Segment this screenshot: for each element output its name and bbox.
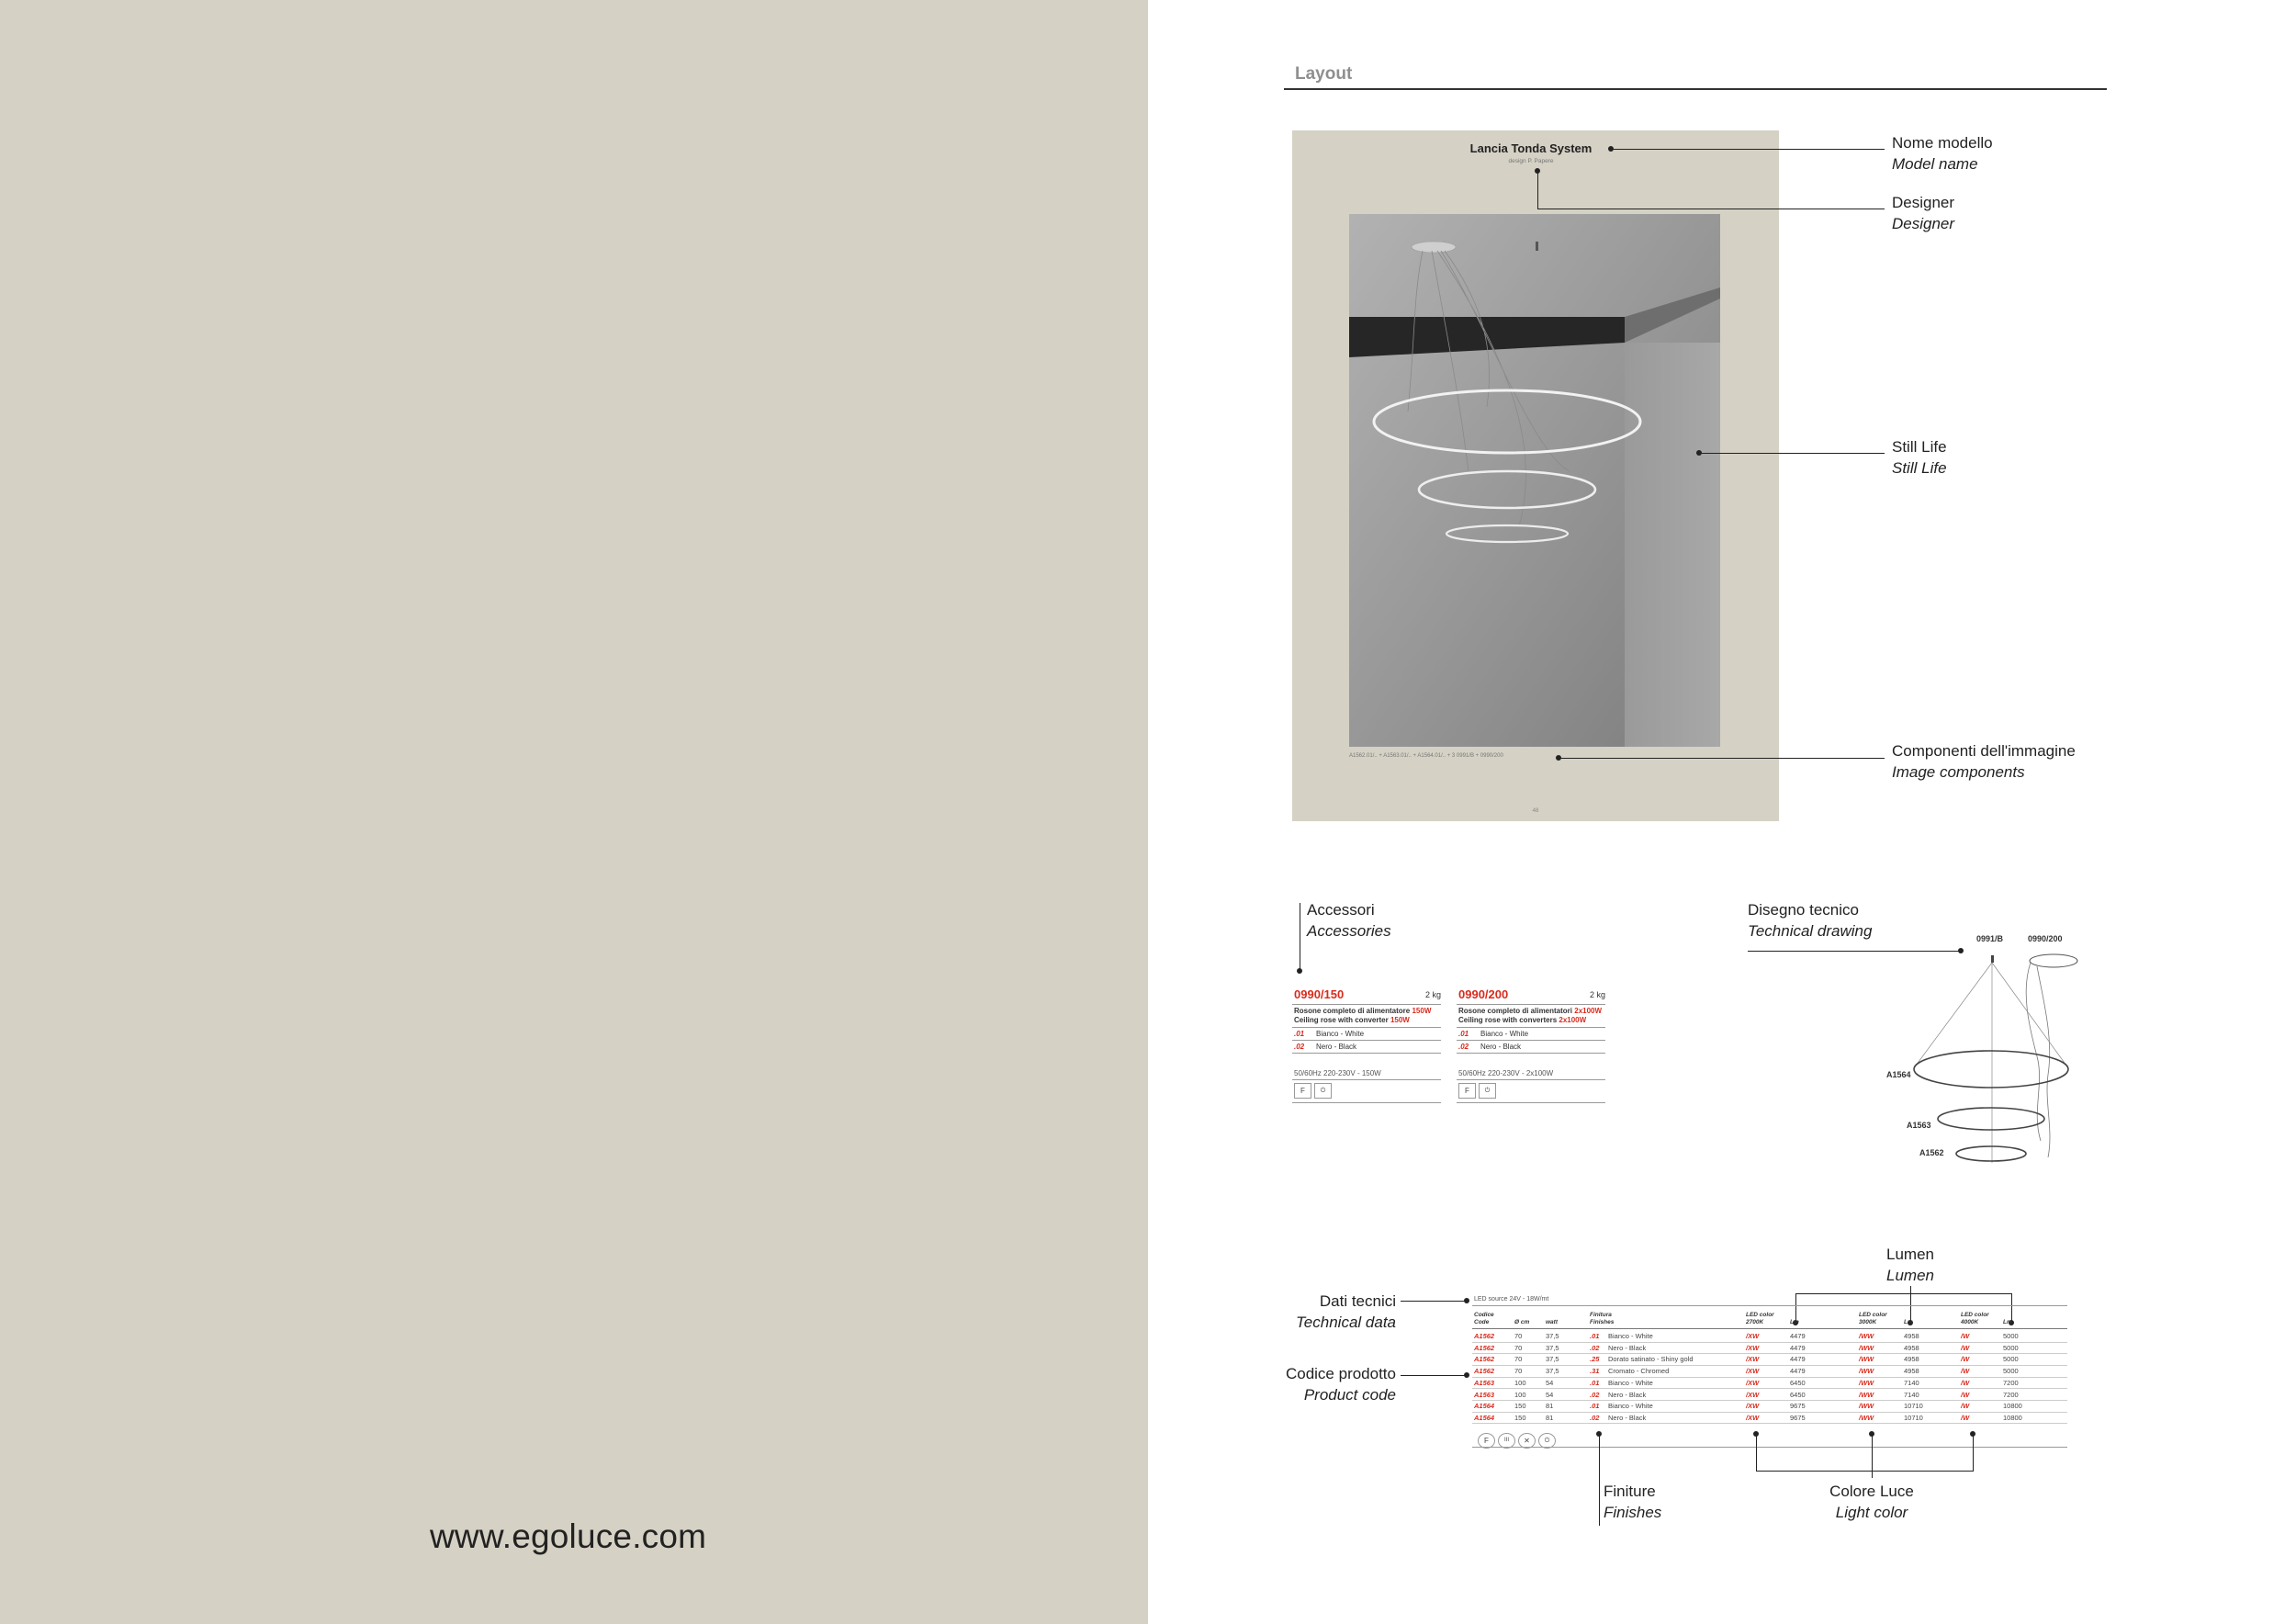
callout-designer-it: Designer bbox=[1892, 194, 1955, 211]
accessory-rule bbox=[1292, 1053, 1441, 1054]
table-row bbox=[1472, 1331, 2067, 1342]
cell-led-3000: /WW bbox=[1859, 1413, 1874, 1422]
drawing-label-ring-medium: A1563 bbox=[1907, 1121, 1931, 1130]
accessory-desc-it bbox=[1458, 1007, 1602, 1015]
accessory-finish-name: Nero - Black bbox=[1480, 1043, 1522, 1051]
cell-led-3000: /WW bbox=[1859, 1367, 1874, 1376]
drawing-label-rose-big: 0990/200 bbox=[2028, 934, 2063, 943]
cell-lm-4000: 5000 bbox=[2003, 1367, 2019, 1376]
cell-led-2700: /XW bbox=[1746, 1378, 1760, 1387]
callout-designer bbox=[1892, 192, 1954, 234]
cell-led-3000: /WW bbox=[1859, 1355, 1874, 1364]
cell-finish-code: .25 bbox=[1590, 1355, 1600, 1364]
th-led-3000-it: LED color bbox=[1859, 1312, 1887, 1318]
cell-led-4000: /W bbox=[1961, 1355, 1970, 1364]
callout-vline-designer bbox=[1537, 171, 1538, 209]
cell-diameter: 100 bbox=[1514, 1378, 1526, 1387]
callout-product-code bbox=[1267, 1363, 1396, 1405]
table-row bbox=[1472, 1366, 2067, 1377]
accessory-desc-en-power: 2x100W bbox=[1559, 1016, 1587, 1024]
th-led-2700 bbox=[1746, 1312, 1774, 1326]
table-row bbox=[1472, 1354, 2067, 1365]
cell-diameter: 100 bbox=[1514, 1390, 1526, 1399]
f-mark-icon: F bbox=[1458, 1083, 1476, 1099]
image-components-text: A1562.01/.. + A1563.01/.. + A1564.01/.. + 3 0991/B + 0990/200 bbox=[1349, 753, 1503, 759]
th-led-3000 bbox=[1859, 1312, 1887, 1326]
th-finishes-en: Finishes bbox=[1590, 1319, 1615, 1325]
cell-led-3000: /WW bbox=[1859, 1378, 1874, 1387]
tech-table-caption: LED source 24V - 18W/mt bbox=[1474, 1296, 1549, 1303]
tech-table bbox=[1472, 1306, 2067, 1449]
drawing-label-rose-small: 0991/B bbox=[1976, 934, 2004, 943]
callout-line-still-life bbox=[1699, 453, 1885, 454]
callout-still-life-it: Still Life bbox=[1892, 438, 1947, 456]
cell-lm-4000: 5000 bbox=[2003, 1332, 2019, 1340]
cell-led-2700: /XW bbox=[1746, 1413, 1760, 1422]
section-title: Layout bbox=[1295, 64, 1353, 84]
model-name: Lancia Tonda System bbox=[1469, 141, 1593, 155]
cell-lm-2700: 4479 bbox=[1790, 1367, 1806, 1376]
cell-watt: 37,5 bbox=[1546, 1355, 1559, 1364]
callout-product-code-it: Codice prodotto bbox=[1285, 1365, 1396, 1382]
cell-led-3000: /WW bbox=[1859, 1343, 1874, 1352]
table-row bbox=[1472, 1401, 2067, 1412]
th-led-3000-en: 3000K bbox=[1859, 1319, 1877, 1325]
cell-code: A1562 bbox=[1474, 1343, 1495, 1352]
callout-accessories-en: Accessories bbox=[1307, 922, 1391, 940]
cell-finish-code: .01 bbox=[1590, 1378, 1600, 1387]
f-mark-icon: F bbox=[1478, 1433, 1495, 1449]
callout-finishes-en: Finishes bbox=[1604, 1504, 1662, 1521]
cell-led-2700: /XW bbox=[1746, 1332, 1760, 1340]
accessory-desc-it bbox=[1294, 1007, 1431, 1015]
callout-technical-drawing bbox=[1748, 899, 1872, 942]
designer-line: design P. Papere bbox=[1508, 158, 1554, 164]
cell-watt: 54 bbox=[1546, 1378, 1554, 1387]
callout-line-product-code bbox=[1401, 1375, 1467, 1376]
accessory-desc-en bbox=[1458, 1016, 1586, 1024]
th-led-2700-it: LED color bbox=[1746, 1312, 1774, 1318]
cell-finish-name: Nero - Black bbox=[1608, 1413, 1647, 1422]
accessory-weight: 2 kg bbox=[1424, 990, 1441, 999]
no-bin-icon: ✕ bbox=[1518, 1433, 1536, 1449]
cell-code: A1562 bbox=[1474, 1367, 1495, 1376]
callout-line-image-components bbox=[1559, 758, 1885, 759]
accessory-rule bbox=[1457, 1040, 1605, 1041]
cell-code: A1563 bbox=[1474, 1378, 1495, 1387]
cell-led-2700: /XW bbox=[1746, 1355, 1760, 1364]
accessory-electrical: 50/60Hz 220-230V - 150W bbox=[1294, 1069, 1381, 1077]
th-led-4000-it: LED color bbox=[1961, 1312, 1989, 1318]
cell-finish-name: Bianco - White bbox=[1608, 1332, 1653, 1340]
light-color-bracket-left bbox=[1756, 1434, 1757, 1471]
accessory-rule bbox=[1292, 1004, 1441, 1005]
cell-lm-3000: 4958 bbox=[1904, 1332, 1919, 1340]
cell-led-2700: /XW bbox=[1746, 1367, 1760, 1376]
th-code bbox=[1474, 1312, 1494, 1326]
cell-lm-3000: 4958 bbox=[1904, 1355, 1919, 1364]
page-number: 48 bbox=[1532, 808, 1539, 814]
cell-watt: 37,5 bbox=[1546, 1332, 1559, 1340]
cell-lm-3000: 4958 bbox=[1904, 1367, 1919, 1376]
cell-led-3000: /WW bbox=[1859, 1332, 1874, 1340]
accessory-desc-en-text: Ceiling rose with converter bbox=[1294, 1016, 1389, 1024]
table-row bbox=[1472, 1378, 2067, 1389]
accessory-finish-name: Bianco - White bbox=[1316, 1030, 1365, 1038]
accessory-finish-code: .02 bbox=[1294, 1043, 1305, 1051]
cell-finish-name: Cromato - Chromed bbox=[1608, 1367, 1670, 1376]
light-color-bracket bbox=[1756, 1471, 1974, 1472]
callout-accessories bbox=[1307, 899, 1391, 942]
callout-finishes-it: Finiture bbox=[1604, 1483, 1656, 1500]
callout-technical-data-it: Dati tecnici bbox=[1319, 1292, 1396, 1310]
callout-model-name bbox=[1892, 132, 1993, 175]
cell-led-4000: /W bbox=[1961, 1378, 1970, 1387]
callout-lumen-it: Lumen bbox=[1886, 1246, 1934, 1263]
accessory-desc-it-text: Rosone completo di alimentatori bbox=[1458, 1007, 1573, 1015]
callout-technical-drawing-en: Technical drawing bbox=[1748, 922, 1873, 940]
cell-watt: 37,5 bbox=[1546, 1367, 1559, 1376]
sample-catalogue-page bbox=[1292, 130, 1779, 821]
accessory-finish-name: Nero - Black bbox=[1316, 1043, 1357, 1051]
cell-lm-4000: 10800 bbox=[2003, 1413, 2022, 1422]
cell-lm-4000: 7200 bbox=[2003, 1390, 2019, 1399]
accessory-rule bbox=[1292, 1040, 1441, 1041]
cell-lm-4000: 7200 bbox=[2003, 1378, 2019, 1387]
cell-led-4000: /W bbox=[1961, 1413, 1970, 1422]
th-led-4000 bbox=[1961, 1312, 1989, 1326]
cell-diameter: 70 bbox=[1514, 1355, 1523, 1364]
callout-model-name-it: Nome modello bbox=[1892, 134, 1993, 152]
cell-code: A1562 bbox=[1474, 1332, 1495, 1340]
th-lm-3000: Lm bbox=[1904, 1319, 1913, 1325]
callout-line-technical-data bbox=[1401, 1301, 1467, 1302]
table-row bbox=[1472, 1343, 2067, 1354]
cell-lm-2700: 6450 bbox=[1790, 1390, 1806, 1399]
cell-lm-4000: 5000 bbox=[2003, 1343, 2019, 1352]
callout-image-components bbox=[1892, 740, 2076, 783]
callout-dot-technical-data bbox=[1464, 1298, 1469, 1303]
cell-lm-4000: 10800 bbox=[2003, 1402, 2022, 1411]
th-led-4000-en: 4000K bbox=[1961, 1319, 1979, 1325]
th-watt: watt bbox=[1546, 1319, 1558, 1325]
cell-lm-2700: 9675 bbox=[1790, 1413, 1806, 1422]
cell-lm-3000: 10710 bbox=[1904, 1413, 1923, 1422]
cell-finish-code: .02 bbox=[1590, 1390, 1600, 1399]
cell-watt: 54 bbox=[1546, 1390, 1554, 1399]
cell-lm-2700: 9675 bbox=[1790, 1402, 1806, 1411]
accessory-weight: 2 kg bbox=[1589, 990, 1605, 999]
th-finishes-it: Finitura bbox=[1590, 1312, 1612, 1318]
cell-finish-code: .01 bbox=[1590, 1332, 1600, 1340]
cell-code: A1564 bbox=[1474, 1413, 1495, 1422]
callout-lumen bbox=[1874, 1244, 1947, 1286]
cell-code: A1564 bbox=[1474, 1402, 1495, 1411]
lumen-bracket bbox=[1795, 1293, 2012, 1294]
cell-diameter: 70 bbox=[1514, 1367, 1523, 1376]
cell-finish-name: Bianco - White bbox=[1608, 1378, 1653, 1387]
callout-accessories-it: Accessori bbox=[1307, 901, 1375, 919]
cell-watt: 81 bbox=[1546, 1402, 1554, 1411]
cell-finish-code: .31 bbox=[1590, 1367, 1600, 1376]
cell-lm-4000: 5000 bbox=[2003, 1355, 2019, 1364]
cell-lm-2700: 4479 bbox=[1790, 1355, 1806, 1364]
still-life-image bbox=[1349, 214, 1720, 747]
callout-vline-finishes bbox=[1599, 1434, 1600, 1526]
accessory-rule bbox=[1457, 1004, 1605, 1005]
cell-lm-3000: 4958 bbox=[1904, 1343, 1919, 1352]
table-row bbox=[1472, 1413, 2067, 1424]
cell-watt: 37,5 bbox=[1546, 1343, 1559, 1352]
cell-finish-name: Dorato satinato - Shiny gold bbox=[1608, 1355, 1694, 1364]
callout-product-code-en: Product code bbox=[1303, 1386, 1396, 1404]
converter-icon: ⏻ bbox=[1479, 1083, 1496, 1099]
drawing-label-ring-small: A1562 bbox=[1919, 1148, 1944, 1157]
accessory-desc-it-text: Rosone completo di alimentatore bbox=[1294, 1007, 1411, 1015]
accessory-desc-en bbox=[1294, 1016, 1410, 1024]
cell-lm-2700: 4479 bbox=[1790, 1343, 1806, 1352]
callout-image-components-en: Image components bbox=[1892, 763, 2025, 781]
accessory-rule bbox=[1457, 1027, 1605, 1028]
cell-led-3000: /WW bbox=[1859, 1390, 1874, 1399]
cell-lm-2700: 4479 bbox=[1790, 1332, 1806, 1340]
cell-led-4000: /W bbox=[1961, 1332, 1970, 1340]
f-mark-icon: F bbox=[1294, 1083, 1311, 1099]
class-iii-icon: III bbox=[1498, 1433, 1515, 1449]
callout-finishes bbox=[1604, 1481, 1661, 1523]
accessory-rule bbox=[1457, 1102, 1605, 1103]
callout-still-life-en: Still Life bbox=[1892, 459, 1947, 477]
accessory-finish-code: .01 bbox=[1458, 1030, 1469, 1038]
cell-finish-code: .02 bbox=[1590, 1343, 1600, 1352]
th-finishes bbox=[1590, 1312, 1614, 1326]
cell-finish-code: .01 bbox=[1590, 1402, 1600, 1411]
cell-led-3000: /WW bbox=[1859, 1402, 1874, 1411]
converter-icon: ⏻ bbox=[1314, 1083, 1332, 1099]
title-rule bbox=[1284, 88, 2107, 90]
th-code-it: Codice bbox=[1474, 1312, 1494, 1318]
cell-led-2700: /XW bbox=[1746, 1390, 1760, 1399]
callout-light-color-en: Light color bbox=[1835, 1504, 1908, 1521]
callout-lumen-en: Lumen bbox=[1886, 1267, 1934, 1284]
converter-icon: ⏻ bbox=[1538, 1433, 1556, 1449]
th-led-2700-en: 2700K bbox=[1746, 1319, 1764, 1325]
accessory-rule bbox=[1457, 1053, 1605, 1054]
cell-diameter: 70 bbox=[1514, 1332, 1523, 1340]
table-row bbox=[1472, 1390, 2067, 1401]
cell-finish-name: Nero - Black bbox=[1608, 1390, 1647, 1399]
cell-led-2700: /XW bbox=[1746, 1343, 1760, 1352]
tech-table-header-rule bbox=[1472, 1328, 2067, 1329]
technical-drawing-image bbox=[1874, 928, 2094, 1185]
drawing-label-ring-large: A1564 bbox=[1886, 1070, 1911, 1079]
th-diameter: Ø cm bbox=[1514, 1319, 1530, 1325]
accessory-rule bbox=[1457, 1079, 1605, 1080]
callout-dot-product-code bbox=[1464, 1372, 1469, 1378]
cell-led-4000: /W bbox=[1961, 1402, 1970, 1411]
row-divider bbox=[1472, 1423, 2067, 1424]
cell-diameter: 150 bbox=[1514, 1402, 1526, 1411]
accessory-desc-en-text: Ceiling rose with converters bbox=[1458, 1016, 1558, 1024]
accessory-finish-code: .02 bbox=[1458, 1043, 1469, 1051]
callout-light-color-it: Colore Luce bbox=[1829, 1483, 1914, 1500]
cell-finish-code: .02 bbox=[1590, 1413, 1600, 1422]
cell-finish-name: Bianco - White bbox=[1608, 1402, 1653, 1411]
accessory-electrical: 50/60Hz 220-230V - 2x100W bbox=[1458, 1069, 1554, 1077]
accessory-finish-code: .01 bbox=[1294, 1030, 1305, 1038]
callout-designer-en: Designer bbox=[1892, 215, 1955, 232]
accessory-desc-it-power: 2x100W bbox=[1574, 1007, 1603, 1015]
accessory-finish-name: Bianco - White bbox=[1480, 1030, 1529, 1038]
cell-led-4000: /W bbox=[1961, 1367, 1970, 1376]
tech-table-bottom-rule bbox=[1472, 1447, 2067, 1448]
th-code-en: Code bbox=[1474, 1319, 1490, 1325]
th-lm-4000: Lm bbox=[2003, 1319, 2012, 1325]
accessory-rule bbox=[1292, 1079, 1441, 1080]
accessory-desc-en-power: 150W bbox=[1390, 1016, 1410, 1024]
technical-drawing bbox=[1874, 928, 2094, 1185]
cell-diameter: 150 bbox=[1514, 1413, 1526, 1422]
accessory-rule bbox=[1292, 1102, 1441, 1103]
callout-model-name-en: Model name bbox=[1892, 155, 1978, 173]
cell-finish-name: Nero - Black bbox=[1608, 1343, 1647, 1352]
cell-lm-2700: 6450 bbox=[1790, 1378, 1806, 1387]
callout-still-life bbox=[1892, 436, 1947, 479]
cell-lm-3000: 10710 bbox=[1904, 1402, 1923, 1411]
still-life-photo bbox=[1349, 214, 1720, 747]
callout-technical-drawing-it: Disegno tecnico bbox=[1748, 901, 1859, 919]
th-lm-2700: Lm bbox=[1790, 1319, 1799, 1325]
accessory-code: 0990/150 bbox=[1294, 987, 1345, 1001]
cell-diameter: 70 bbox=[1514, 1343, 1523, 1352]
light-color-bracket-right bbox=[1973, 1434, 1974, 1471]
cell-code: A1563 bbox=[1474, 1390, 1495, 1399]
accessory-desc-it-power: 150W bbox=[1412, 1007, 1432, 1015]
accessory-rule bbox=[1292, 1027, 1441, 1028]
cell-lm-3000: 7140 bbox=[1904, 1390, 1919, 1399]
cell-code: A1562 bbox=[1474, 1355, 1495, 1364]
callout-technical-data bbox=[1267, 1291, 1396, 1333]
cell-watt: 81 bbox=[1546, 1413, 1554, 1422]
cell-led-4000: /W bbox=[1961, 1390, 1970, 1399]
cell-lm-3000: 7140 bbox=[1904, 1378, 1919, 1387]
accessory-code: 0990/200 bbox=[1458, 987, 1509, 1001]
website-url[interactable]: www.egoluce.com bbox=[430, 1517, 707, 1555]
callout-line-model-name bbox=[1611, 149, 1885, 150]
callout-dot-accessories bbox=[1297, 968, 1302, 974]
callout-technical-data-en: Technical data bbox=[1295, 1314, 1396, 1331]
cell-led-4000: /W bbox=[1961, 1343, 1970, 1352]
lumen-bracket-center bbox=[1910, 1286, 1911, 1293]
cell-led-2700: /XW bbox=[1746, 1402, 1760, 1411]
callout-light-color bbox=[1798, 1481, 1945, 1523]
callout-image-components-it: Componenti dell'immagine bbox=[1892, 742, 2076, 760]
